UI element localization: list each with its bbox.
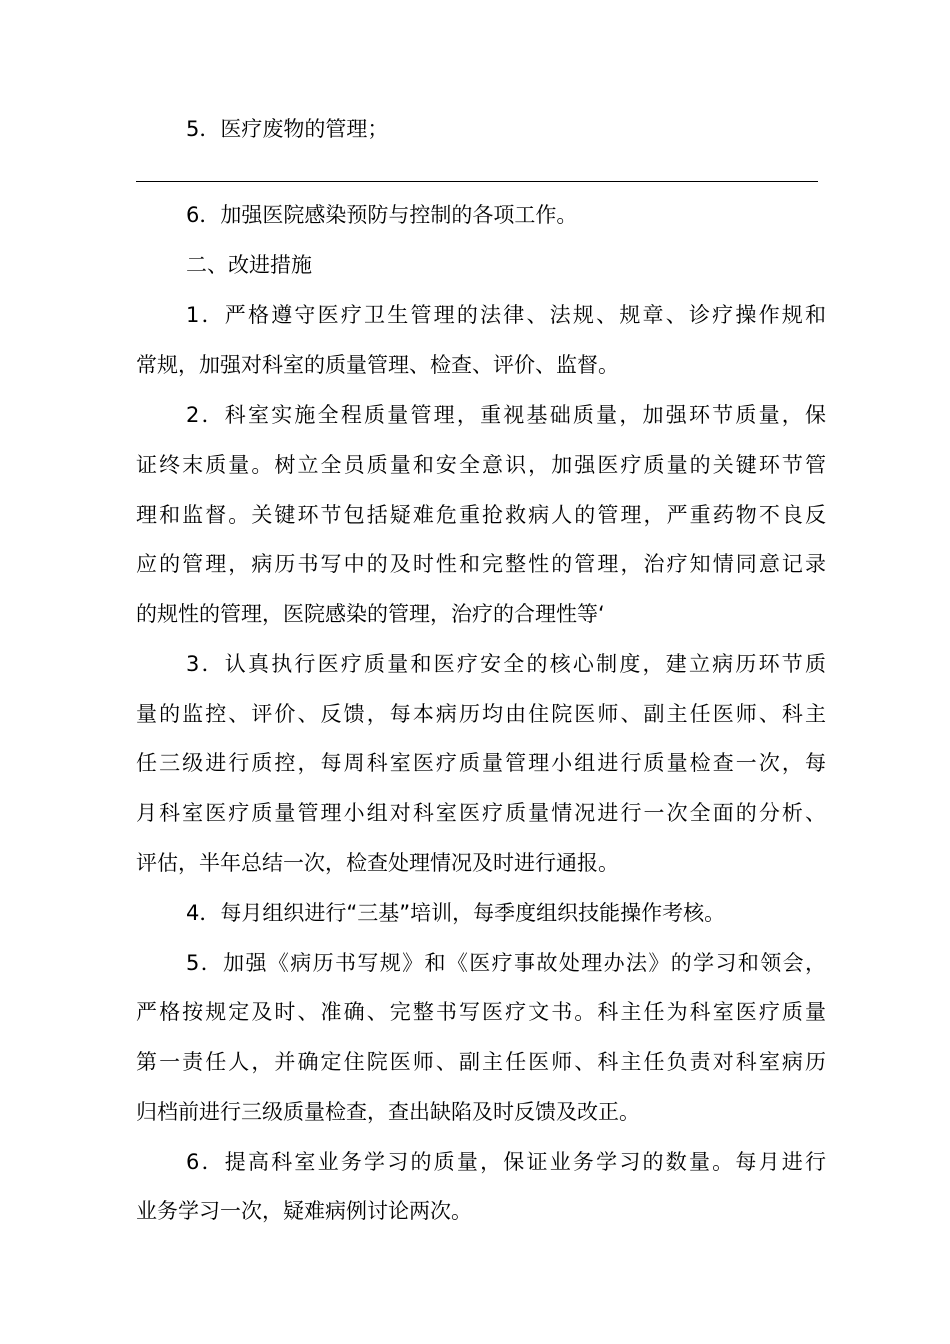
measure-2-line-4: 应的管理，病历书写中的及时性和完整性的管理，治疗知情同意记录 <box>136 552 826 576</box>
measure-5-line-1: 5．加强《病历书写规》和《医疗事故处理办法》的学习和领会， <box>186 951 826 975</box>
measure-2-line-2: 证终末质量。树立全员质量和安全意识，加强医疗质量的关键环节管 <box>136 453 826 477</box>
list-item-5-medical-waste: 5．医疗废物的管理； <box>186 117 389 141</box>
measure-1-line-2: 常规，加强对科室的质量管理、检查、评价、监督。 <box>136 353 619 377</box>
measure-6-line-1: 6．提高科室业务学习的质量，保证业务学习的数量。每月进行 <box>186 1150 826 1174</box>
list-item-6-infection-control: 6．加强医院感染预防与控制的各项工作。 <box>186 203 578 227</box>
horizontal-rule <box>136 181 818 182</box>
measure-5-line-2: 严格按规定及时、准确、完整书写医疗文书。科主任为科室医疗质量 <box>136 1000 826 1024</box>
measure-3-line-1: 3．认真执行医疗质量和医疗安全的核心制度，建立病历环节质 <box>186 652 826 676</box>
measure-2-line-1: 2．科室实施全程质量管理，重视基础质量，加强环节质量，保 <box>186 403 826 427</box>
measure-3-line-4: 月科室医疗质量管理小组对科室医疗质量情况进行一次全面的分析、 <box>136 801 826 825</box>
measure-2-line-5: 的规性的管理，医院感染的管理，治疗的合理性等‘ <box>136 602 605 626</box>
measure-2-line-3: 理和监督。关键环节包括疑难危重抢救病人的管理，严重药物不良反 <box>136 503 826 527</box>
measure-5-line-4: 归档前进行三级质量检查，查出缺陷及时反馈及改正。 <box>136 1100 640 1124</box>
measure-5-line-3: 第一责任人，并确定住院医师、副主任医师、科主任负责对科室病历 <box>136 1050 826 1074</box>
measure-3-line-2: 量的监控、评价、反馈，每本病历均由住院医师、副主任医师、科主 <box>136 702 826 726</box>
measure-3-line-5: 评估，半年总结一次，检查处理情况及时进行通报。 <box>136 851 619 875</box>
measure-6-line-2: 业务学习一次，疑难病例讨论两次。 <box>136 1199 472 1223</box>
measure-1-line-1: 1．严格遵守医疗卫生管理的法律、法规、规章、诊疗操作规和 <box>186 303 826 327</box>
measure-3-line-3: 任三级进行质控，每周科室医疗质量管理小组进行质量检查一次，每 <box>136 751 826 775</box>
measure-4-line-1: 4．每月组织进行“三基”培训，每季度组织技能操作考核。 <box>186 901 726 925</box>
section-heading-improvements: 二、改进措施 <box>186 253 312 277</box>
